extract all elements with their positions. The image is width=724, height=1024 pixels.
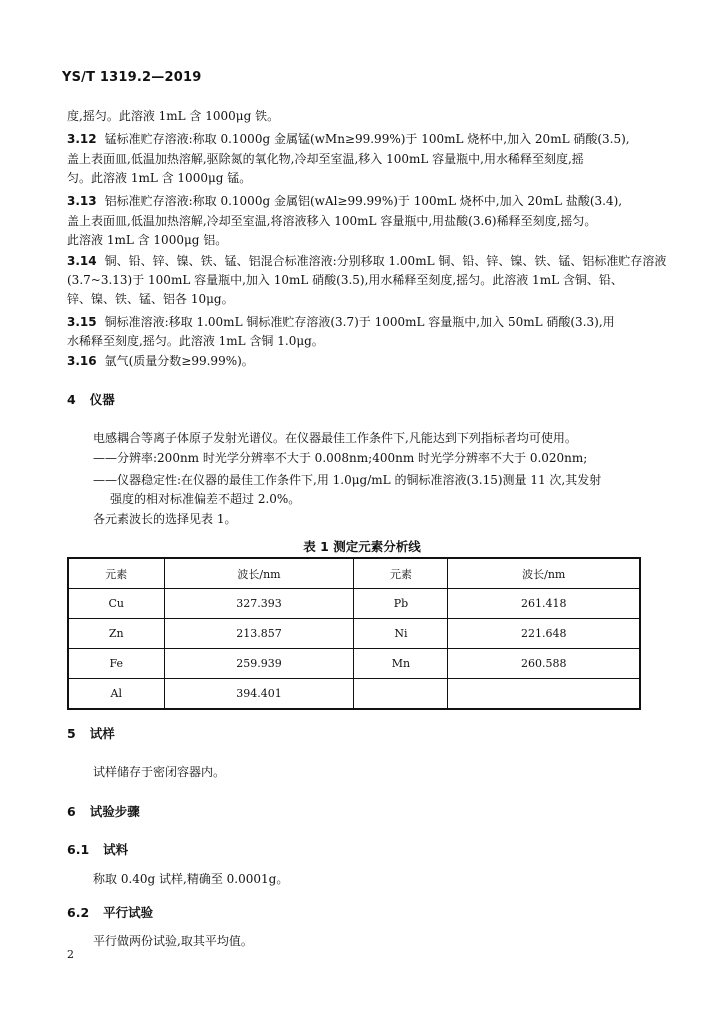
section-5-text: 试样储存于密闭容器内。 bbox=[93, 765, 226, 779]
section-5-heading bbox=[67, 724, 115, 742]
element-cell: Ni bbox=[354, 619, 448, 649]
element-cell: Cu bbox=[68, 589, 164, 619]
page-number: 2 bbox=[67, 948, 74, 961]
clause-number: 3.16 bbox=[67, 354, 97, 368]
section-6-2-text: 平行做两份试验,取其平均值。 bbox=[93, 934, 253, 948]
section-title: 仪器 bbox=[89, 392, 115, 407]
clause-3-15-line-2: 水稀释至刻度,摇匀。此溶液 1mL 含铜 1.0μg。 bbox=[67, 334, 324, 348]
element-cell: Al bbox=[68, 679, 164, 710]
wavelength-cell: 394.401 bbox=[164, 679, 354, 710]
section-number: 5 bbox=[67, 726, 76, 741]
paragraph-3-11-tail: 度,摇匀。此溶液 1mL 含 1000μg 铁。 bbox=[67, 109, 280, 123]
clause-number: 3.12 bbox=[67, 132, 97, 146]
clause-3-13-line-3: 此溶液 1mL 含 1000μg 铝。 bbox=[67, 233, 228, 247]
section-4-intro: 电感耦合等离子体原子发射光谱仪。在仪器最佳工作条件下,凡能达到下列指标者均可使用。 bbox=[93, 431, 577, 445]
wavelength-cell: 260.588 bbox=[448, 649, 640, 679]
table-row bbox=[68, 679, 640, 710]
clause-3-14-line-1 bbox=[67, 253, 666, 269]
element-cell bbox=[354, 679, 448, 710]
stability-item-line-2: 强度的相对标准偏差不超过 2.0%。 bbox=[110, 492, 301, 506]
section-4-heading bbox=[67, 390, 115, 408]
wavelength-cell: 221.648 bbox=[448, 619, 640, 649]
table-row bbox=[68, 649, 640, 679]
stability-item-line-1: ——仪器稳定性:在仪器的最佳工作条件下,用 1.0μg/mL 的铜标准溶液(3.15)测量 11 次,其发射 bbox=[93, 473, 602, 487]
clause-text: 铝标准贮存溶液:称取 0.1000g 金属铝(wAl≥99.99%)于 100mL 烧杯中,加入 20mL 盐酸(3.4), bbox=[104, 194, 623, 208]
resolution-item: ——分辨率:200nm 时光学分辨率不大于 0.008nm;400nm 时光学分辨率不大于 0.020nm; bbox=[93, 451, 588, 465]
wavelength-cell: 213.857 bbox=[164, 619, 354, 649]
wavelength-cell: 327.393 bbox=[164, 589, 354, 619]
section-title: 试验步骤 bbox=[89, 804, 140, 819]
clause-3-16 bbox=[67, 353, 254, 369]
clause-3-12-line-1 bbox=[67, 131, 630, 147]
element-cell: Fe bbox=[68, 649, 164, 679]
section-number: 4 bbox=[67, 392, 76, 407]
clause-3-13-line-1 bbox=[67, 193, 622, 209]
clause-text: 锰标准贮存溶液:称取 0.1000g 金属锰(wMn≥99.99%)于 100mL 烧杯中,加入 20mL 硝酸(3.5), bbox=[104, 132, 630, 146]
clause-3-14-line-3: 锌、镍、铁、锰、铝各 10μg。 bbox=[67, 292, 234, 306]
wavelength-cell: 261.418 bbox=[448, 589, 640, 619]
section-number: 6 bbox=[67, 804, 76, 819]
clause-text: 铜、铅、锌、镍、铁、锰、铝混合标准溶液:分别移取 1.00mL 铜、铅、锌、镍、铁、锰、铝标准贮存溶液 bbox=[104, 254, 667, 268]
wavelength-cell bbox=[448, 679, 640, 710]
table-row bbox=[68, 589, 640, 619]
table-1-caption: 表 1 测定元素分析线 bbox=[303, 539, 421, 554]
element-cell: Zn bbox=[68, 619, 164, 649]
section-number: 6.2 bbox=[67, 905, 90, 920]
clause-3-12-line-2: 盖上表面皿,低温加热溶解,驱除氮的氧化物,冷却至室温,移入 100mL 容量瓶中,用水稀释至刻度,摇 bbox=[67, 152, 584, 166]
table-1-analytical-lines bbox=[67, 557, 641, 710]
header-element: 元素 bbox=[68, 558, 164, 589]
element-cell: Mn bbox=[354, 649, 448, 679]
table-row bbox=[68, 619, 640, 649]
section-6-1-text: 称取 0.40g 试样,精确至 0.0001g。 bbox=[93, 872, 289, 886]
clause-3-12-line-3: 匀。此溶液 1mL 含 1000μg 锰。 bbox=[67, 171, 252, 185]
section-number: 6.1 bbox=[67, 842, 90, 857]
section-title: 试样 bbox=[89, 726, 115, 741]
table-reference-note: 各元素波长的选择见表 1。 bbox=[93, 512, 237, 526]
standard-number-header: YS/T 1319.2—2019 bbox=[62, 70, 202, 85]
section-title: 平行试验 bbox=[103, 905, 154, 920]
section-6-2-heading bbox=[67, 903, 153, 921]
clause-3-13-line-2: 盖上表面皿,低温加热溶解,冷却至室温,将溶液移入 100mL 容量瓶中,用盐酸(3.6)稀释至刻度,摇匀。 bbox=[67, 214, 597, 228]
section-title: 试料 bbox=[103, 842, 129, 857]
clause-number: 3.15 bbox=[67, 315, 97, 329]
header-element: 元素 bbox=[354, 558, 448, 589]
clause-3-15-line-1 bbox=[67, 314, 615, 330]
header-wavelength: 波长/nm bbox=[448, 558, 640, 589]
table-header-row bbox=[68, 558, 640, 589]
clause-number: 3.13 bbox=[67, 194, 97, 208]
element-cell: Pb bbox=[354, 589, 448, 619]
section-6-heading bbox=[67, 802, 140, 820]
header-wavelength: 波长/nm bbox=[164, 558, 354, 589]
clause-text: 氩气(质量分数≥99.99%)。 bbox=[104, 354, 254, 368]
clause-number: 3.14 bbox=[67, 254, 97, 268]
clause-3-14-line-2: (3.7~3.13)于 100mL 容量瓶中,加入 10mL 硝酸(3.5),用水稀释至刻度,摇匀。此溶液 1mL 含铜、铅、 bbox=[67, 273, 623, 287]
clause-text: 铜标准溶液:移取 1.00mL 铜标准贮存溶液(3.7)于 1000mL 容量瓶中,加入 50mL 硝酸(3.3),用 bbox=[104, 315, 615, 329]
section-6-1-heading bbox=[67, 840, 128, 858]
wavelength-cell: 259.939 bbox=[164, 649, 354, 679]
